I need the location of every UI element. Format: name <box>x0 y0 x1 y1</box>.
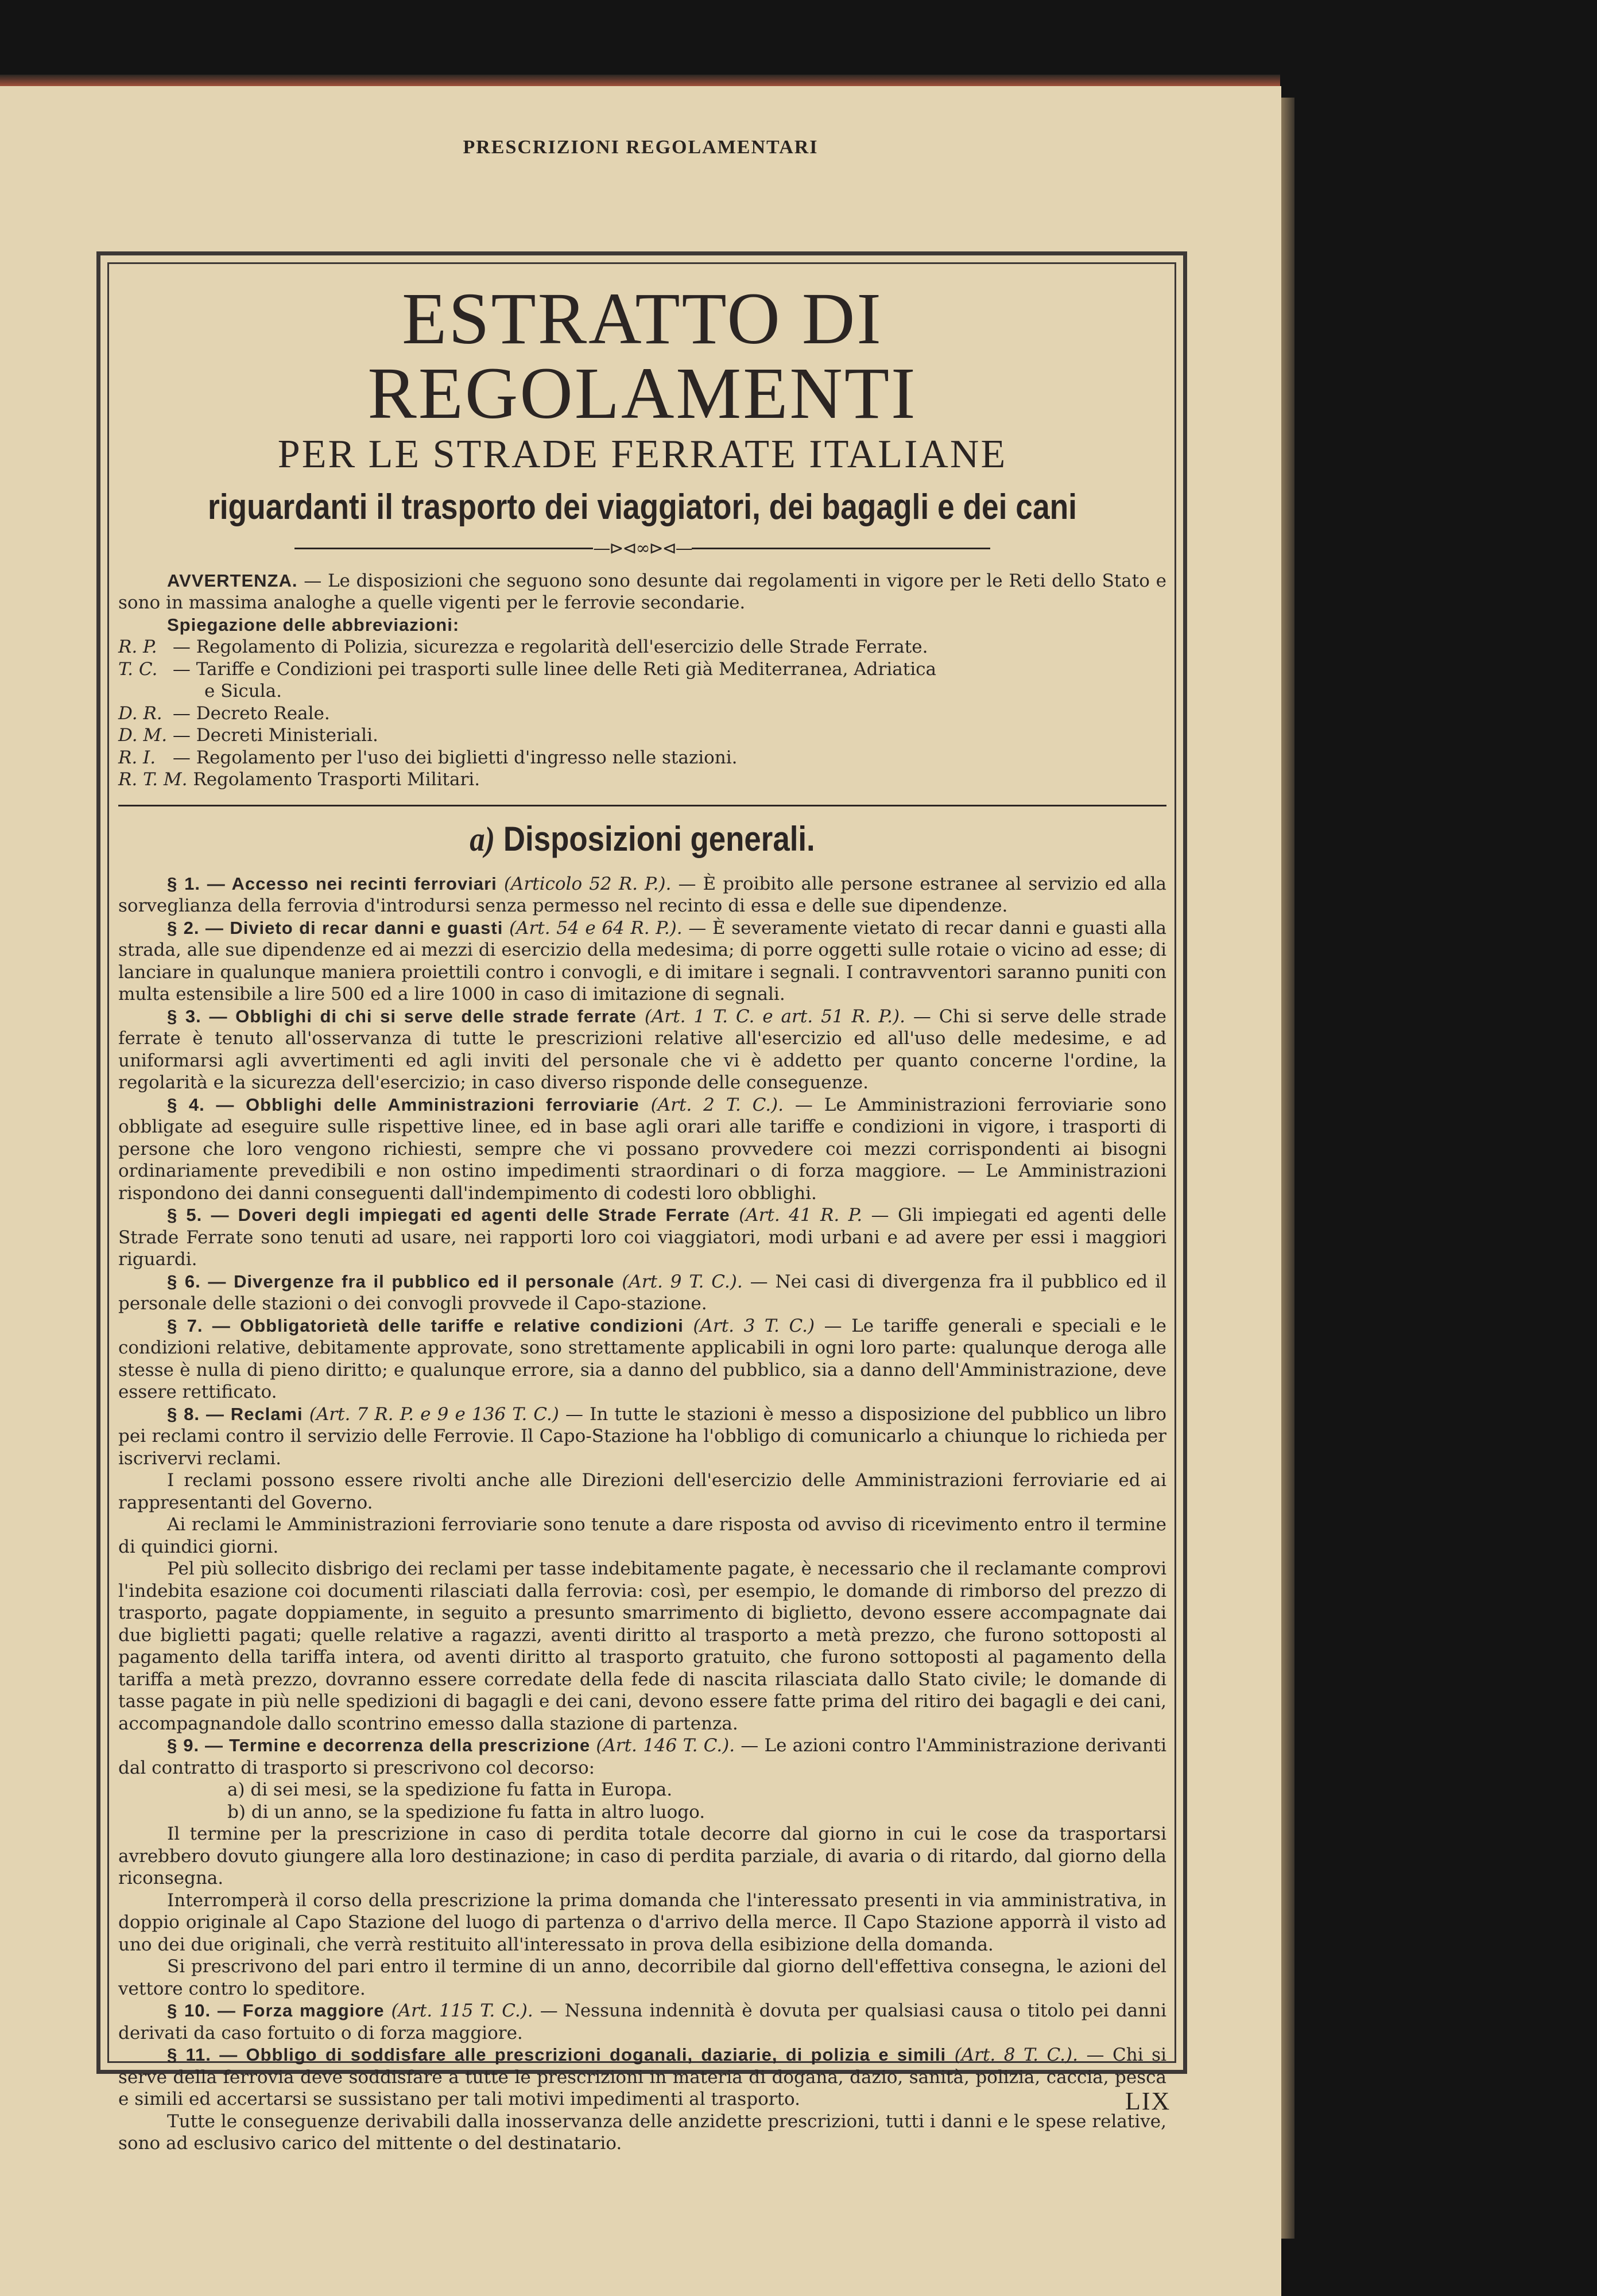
paragraph-8-cont: Ai reclami le Amministrazioni ferroviarie sono tenute a dare risposta od avviso di ricevimento entro il termine di quindici giorni. <box>118 1514 1166 1557</box>
paragraph-9-cont: Si prescrivono del pari entro il termine di un anno, decorribile dal giorno dell'effettiva consegna, le azioni del vettore contro lo speditore. <box>118 1956 1166 1999</box>
subtitle-2: riguardanti il trasporto dei viaggiatori, dei bagagli e dei cani <box>207 487 1077 527</box>
paragraph-7 <box>118 1315 1166 1403</box>
paragraph-11-cont: Tutte le conseguenze derivabili dalla inosservanza delle anzidette prescrizioni, tutti i danni e le spese relative, sono ad esclusivo carico del mittente o del destinatario. <box>118 2111 1166 2154</box>
paragraph-9 <box>118 1735 1166 1779</box>
para-text: — In tutte le stazioni è messo a disposizione del pubblico un libro pei reclami contro il servizio delle Ferrovie. Il Capo-Stazione ha l'obbligo di comunicarlo a chiunque lo richieda per iscrivervi reclami. <box>118 1403 1166 1469</box>
para-head: § 3. — Obblighi di chi si serve delle strade ferrate <box>167 1006 637 1026</box>
abbrev-key: D. M. <box>118 725 168 746</box>
para-ref: (Art. 1 T. C. e art. 51 R. P.). <box>636 1006 905 1027</box>
paragraph-8 <box>118 1403 1166 1470</box>
subtitle: PER LE STRADE FERRATE ITALIANE <box>277 432 1007 476</box>
avvertenza-label: AVVERTENZA. <box>167 570 298 591</box>
section-title: Disposizioni generali. <box>503 819 815 858</box>
abbreviation-item <box>118 724 1166 747</box>
avvertenza-text: — Le disposizioni che seguono sono desunte dai regolamenti in vigore per le Reti dello Stato e sono in massima analoghe a quelle vigenti per le ferrovie secondarie. <box>118 570 1166 613</box>
para-text: — È proibito alle persone estranee al servizio ed alla sorveglianza della ferrovia d'introdursi senza permesso nel recinto di essa e delle sue dipendenze. <box>118 873 1166 916</box>
section-heading <box>181 819 1104 859</box>
running-head: PRESCRIZIONI REGOLAMENTARI <box>463 137 819 158</box>
para-text: — Le tariffe generali e speciali e le condizioni relative, debitamente approvate, sono strettamente applicabili in ogni loro parte: qualunque deroga alle stesse è nulla di pieno diritto; e qualunque errore, sia a danno del pubblico, sia a danno dell'Amministrazione, deve essere rettificato. <box>118 1315 1166 1402</box>
abbrev-text: — Tariffe e Condizioni pei trasporti sulle linee delle Reti già Mediterranea, Adriatica <box>167 658 936 680</box>
abbrev-key: R. I. <box>118 747 156 768</box>
abbrev-text: — Regolamento di Polizia, sicurezza e regolarità dell'esercizio delle Strade Ferrate. <box>167 637 928 657</box>
abbrev-heading <box>118 614 1166 637</box>
para-text: — Nessuna indennità è dovuta per qualsiasi causa o titolo pei danni derivati da caso fortuito o di forza maggiore. <box>118 2000 1166 2043</box>
abbrev-text: — Regolamento per l'uso dei biglietti d'ingresso nelle stazioni. <box>167 747 738 768</box>
para-ref: (Art. 7 R. P. e 9 e 136 T. C.) <box>303 1403 559 1425</box>
paragraph-2 <box>118 917 1166 1006</box>
para-ref: (Art. 2 T. C.). <box>639 1094 784 1115</box>
para-ref: (Articolo 52 R. P.). <box>497 873 672 894</box>
para-ref: (Art. 115 T. C.). <box>384 2000 533 2021</box>
para-ref: (Art. 9 T. C.). <box>614 1271 743 1292</box>
para-text: — Nei casi di divergenza fra il pubblico ed il personale delle stazioni o dei convogli provvede il Capo-stazione. <box>118 1271 1167 1314</box>
abbrev-text: — Decreto Reale. <box>167 703 330 724</box>
para-text: — Chi si serve delle strade ferrate è tenuto all'osservanza di tutte le prescrizioni relative all'esercizio ed all'uso delle medesime, e ad uniformarsi agli avvertimenti ed agli inviti del personale che vi è addetto per quanto concerne l'ordine, la regolarità e la sicurezza dell'esercizio; in caso diverso risponde delle conseguenze. <box>118 1006 1167 1093</box>
paragraph-6 <box>118 1271 1166 1315</box>
section-letter: a) <box>470 820 495 858</box>
abbrev-key: D. R. <box>118 703 162 724</box>
abbreviation-item <box>118 769 1166 791</box>
abbreviation-item <box>118 747 1166 769</box>
para-text: — Chi si serve della ferrovia deve soddisfare a tutte le prescrizioni in materia di dogana, dazio, sanità, polizia, caccia, pesca e simili ed accertarsi se sussistano per tali motivi impedimenti al trasporto. <box>118 2045 1166 2109</box>
para-head: § 8. — Reclami <box>167 1403 303 1424</box>
paragraph-11 <box>118 2044 1166 2111</box>
abbrev-key: R. T. M. <box>118 769 188 790</box>
para-head: § 10. — Forza maggiore <box>167 2000 385 2020</box>
para-ref: (Art. 41 R. P. <box>730 1205 863 1225</box>
para-ref: (Art. 146 T. C.). <box>590 1735 735 1756</box>
ornament-glyph: —⊳⊲∞⊳⊲— <box>593 538 692 559</box>
paragraph-8-cont: Pel più sollecito disbrigo dei reclami per tasse indebitamente pagate, è necessario che il reclamante comprovi l'indebita esazione coi documenti rilasciati dalla ferrovia: così, per esempio, le domande di rimborso del prezzo di trasporto, pagate doppiamente, in seguito a presunto smarrimento di biglietto, devono essere accompagnate dai due biglietti pagati; quelle relative a ragazzi, aventi diritto al trasporto a metà prezzo, che furono sottoposti al pagamento della tariffa intera, od aventi diritto al trasporto gratuito, che furono sottoposti al pagamento della tariffa a metà prezzo, dovranno essere corredate della fede di nascita rilasciata dallo Stato civile; le domande di tasse pagate in più nelle spedizioni di bagagli e dei cani, devono essere fatte prima del ritiro dei bagagli e dei cani, accompagnandole dallo scontrino emesso dalla stazione di partenza. <box>118 1558 1166 1734</box>
para-text: — Gli impiegati ed agenti delle Strade Ferrate sono tenuti ad usare, nei rapporti loro coi viaggiatori, modi urbani e ad avere per essi i maggiori riguardi. <box>118 1205 1166 1270</box>
para-head: § 2. — Divieto di recar danni e guasti <box>167 917 503 938</box>
paragraph-4 <box>118 1094 1166 1205</box>
para-head: § 11. — Obbligo di soddisfare alle prescrizioni doganali, daziarie, di polizia e simili <box>167 2045 947 2065</box>
paragraph-10 <box>118 2000 1166 2044</box>
frame-content <box>118 270 1166 2155</box>
paragraph-9-item: b) di un anno, se la spedizione fu fatta in altro luogo. <box>227 1801 706 1822</box>
abbrev-text: Regolamento Trasporti Militari. <box>187 769 480 790</box>
main-title: ESTRATTO DI REGOLAMENTI <box>367 278 917 434</box>
avvertenza <box>118 570 1166 614</box>
abbrev-text: e Sicula. <box>204 681 282 701</box>
separator-rule <box>118 805 1166 806</box>
paragraph-8-cont: I reclami possono essere rivolti anche alle Direzioni dell'esercizio delle Amministrazioni ferroviarie ed ai rappresentanti del Governo. <box>118 1470 1166 1513</box>
ornament-line-right <box>692 548 990 549</box>
para-head: § 6. — Divergenze fra il pubblico ed il personale <box>167 1271 615 1292</box>
abbrev-heading-text: Spiegazione delle abbreviazioni: <box>167 614 460 635</box>
ornament-rule <box>118 537 1166 559</box>
para-head: § 4. — Obblighi delle Amministrazioni ferroviarie <box>167 1094 639 1115</box>
para-head: § 7. — Obbligatorietà delle tariffe e relative condizioni <box>167 1315 684 1336</box>
para-text: — Le Amministrazioni ferroviarie sono obbligate ad eseguire sulle rispettive linee, ed in base agli orari alle tariffe e condizioni in vigore, i trasporti di persone che loro vengono richiesti, sempre che vi possano provvedere coi mezzi corrispondenti ai bisogni ordinariamente prevedibili e non ostino impedimenti straordinari o di forza maggiore. — Le Amministrazioni rispondono dei danni conseguenti dall'indempimento di codesti loro obblighi. <box>118 1094 1166 1204</box>
abbreviation-item <box>118 703 1166 725</box>
abbreviation-item <box>118 680 1166 703</box>
para-head: § 1. — Accesso nei recinti ferroviari <box>167 873 497 894</box>
para-head: § 9. — Termine e decorrenza della prescrizione <box>167 1735 591 1755</box>
abbrev-key: R. P. <box>118 637 157 657</box>
paragraph-3 <box>118 1006 1166 1094</box>
abbrev-key: T. C. <box>118 658 158 680</box>
para-ref: (Art. 8 T. C.). <box>946 2045 1078 2065</box>
abbreviation-item <box>118 636 1166 658</box>
paragraph-5 <box>118 1204 1166 1271</box>
paragraph-1 <box>118 873 1166 917</box>
para-head: § 5. — Doveri degli impiegati ed agenti delle Strade Ferrate <box>167 1205 730 1225</box>
ornament-line <box>294 548 593 549</box>
page-number: LIX <box>1125 2087 1171 2115</box>
paragraph-9-cont: Interromperà il corso della prescrizione la prima domanda che l'interessato presenti in via amministrativa, in doppio originale al Capo Stazione del luogo di partenza o d'arrivo della merce. Il Capo Stazione apporrà il visto ad uno dei due originali, che verrà restituito all'interessato in prova della esibizione della domanda. <box>118 1890 1166 1955</box>
abbreviation-item <box>118 658 1166 681</box>
paragraph-9-item: a) di sei mesi, se la spedizione fu fatta in Europa. <box>227 1779 673 1800</box>
para-text: — È severamente vietato di recar danni e guasti alla strada, alle sue dipendenze ed ai mezzi di esercizio della medesima; di porre oggetti sulle rotaie o vicino ad esse; di lanciare in qualunque maniera proiettili contro i convogli, e di imitare i segnali. I contravventori saranno puniti con multa estensibile a lire 500 ed a lire 1000 in caso di imitazione di segnali. <box>118 917 1166 1004</box>
paragraph-9-cont: Il termine per la prescrizione in caso di perdita totale decorre dal giorno in cui le cose da trasportarsi avrebbero dovuto giungere alla loro destinazione; in caso di perdita parziale, di avaria o di ritardo, dal giorno della riconsegna. <box>118 1824 1166 1888</box>
para-text: — Le azioni contro l'Amministrazione derivanti dal contratto di trasporto si prescrivono col decorso: <box>118 1735 1167 1778</box>
para-ref: (Art. 54 e 64 R. P.). <box>503 917 683 938</box>
abbrev-text: — Decreti Ministeriali. <box>167 725 378 746</box>
abbreviation-list <box>118 636 1166 791</box>
para-ref: (Art. 3 T. C.) <box>683 1315 815 1336</box>
